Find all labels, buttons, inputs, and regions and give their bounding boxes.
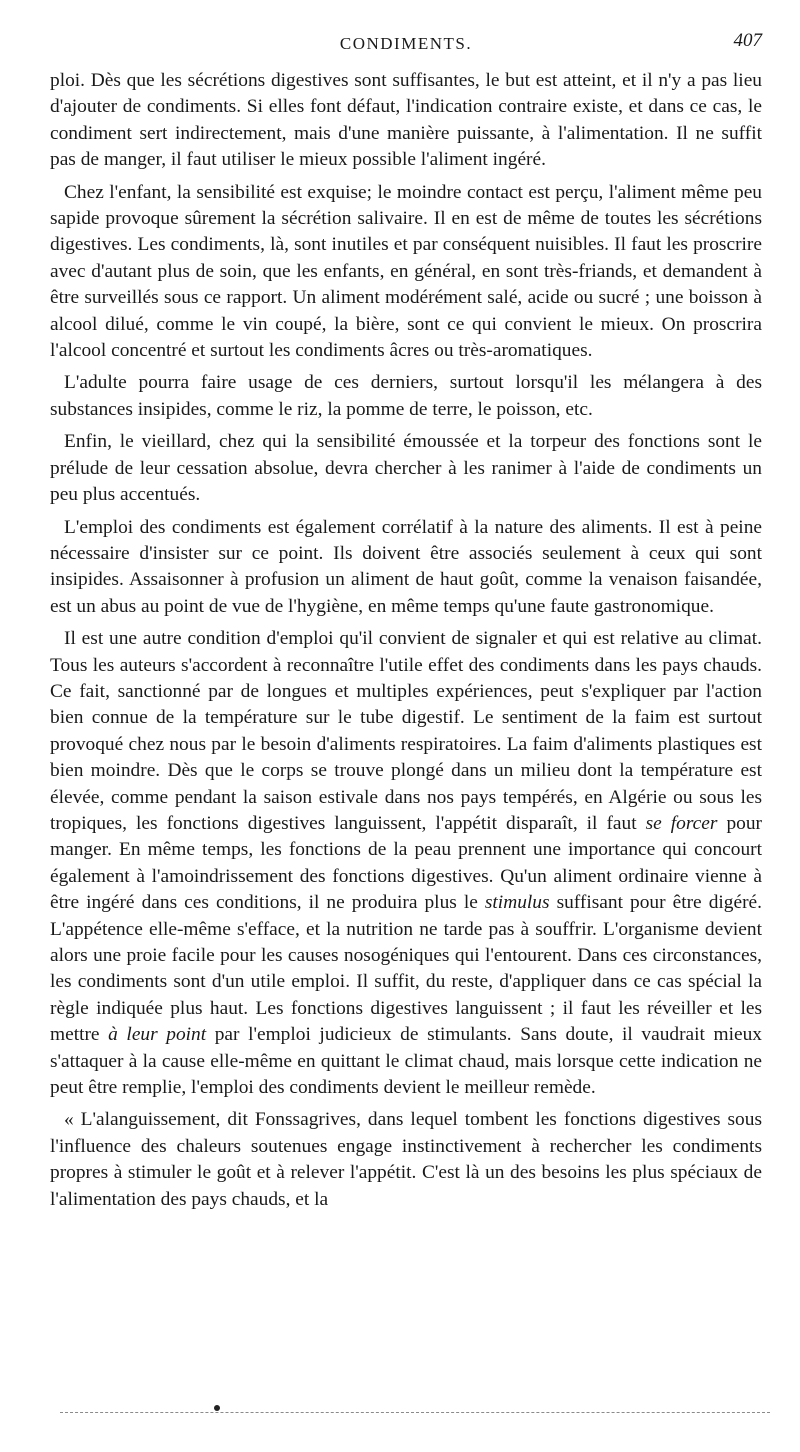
paragraph	[50, 68, 762, 174]
paragraph	[50, 429, 762, 508]
text-segment: Chez l'enfant, la sensibilité est exquise; le moindre contact est perçu, l'aliment même peu sapide provoque sûrement la sécrétion salivaire. Il en est de même de toutes les sécrétions digestives. Les condiments, là, sont inutiles et par conséquent nuisibles. Il faut les proscrire avec d'autant plus de soin, que les enfants, en général, en sont très-friands, et demandent à être surveillés sous ce rapport. Un aliment modérément salé, acide ou sucré ; une boisson à alcool dilué, comme le vin coupé, la bière, sont ce qui convient le mieux. On proscrira l'alcool concentré et surtout les condiments âcres ou très-aromatiques.	[50, 181, 762, 362]
footer-dot	[214, 1405, 220, 1411]
paragraph	[50, 370, 762, 423]
text-segment: suffisant pour être digéré. L'appétence elle-même s'efface, et la nutrition ne tarde pas à souffrir. L'organisme devient alors une proie facile pour les causes nosogéniques qui l'entourent. Dans ces circonstances, les condiments sont d'un utile emploi. Il suffit, du reste, d'appliquer dans ce cas spécial la règle indiquée plus haut. Les fonctions digestives languissent ; il faut les réveiller et les mettre	[50, 892, 762, 1046]
text-segment: Il est une autre condition d'emploi qu'il convient de signaler et qui est relative au climat. Tous les auteurs s'accordent à reconnaître l'utile effet des condiments dans les pays chauds. Ce fait, sanctionné par de longues et multiples expériences, peut s'expliquer par l'action bien connue de la température sur le tube digestif. Le sentiment de la faim est surtout provoqué chez nous par le besoin d'aliments respiratoires. La faim d'aliments plastiques est bien moindre. Dès que le corps se trouve plongé dans un milieu dont la température est élevée, comme pendant la saison estivale dans nos pays tempérés, en Algérie ou sous les tropiques, les fonctions digestives languissent, l'appétit disparaît, il faut	[50, 628, 762, 834]
paragraph	[50, 1107, 762, 1213]
text-segment: « L'alanguissement, dit Fonssagrives, dans lequel tombent les fonctions digestives sous l'influence des chaleurs soutenues engage instinctivement à rechercher les condiments propres à stimuler le goût et à relever l'appétit. C'est là un des besoins les plus spéciaux de l'alimentation des pays chauds, et la	[50, 1109, 762, 1210]
text-segment: L'emploi des condiments est également corrélatif à la nature des aliments. Il est à peine nécessaire d'insister sur ce point. Ils doivent être associés seulement à ceux qui sont insipides. Assaisonner à profusion un aliment de haut goût, comme la venaison faisandée, est un abus au point de vue de l'hygiène, en même temps qu'une faute gastronomique.	[50, 516, 762, 617]
footer-rule	[60, 1412, 770, 1413]
text-segment: Enfin, le vieillard, chez qui la sensibilité émoussée et la torpeur des fonctions sont le prélude de leur cessation absolue, devra chercher à les ranimer à l'aide de condiments un peu plus accentués.	[50, 431, 762, 506]
running-title: CONDIMENTS.	[339, 34, 473, 53]
text-segment: L'adulte pourra faire usage de ces derniers, surtout lorsqu'il les mélangera à des substances insipides, comme le riz, la pomme de terre, le poisson, etc.	[50, 372, 762, 420]
text-segment: pour manger. En même temps, les fonctions de la peau prennent une importance qui concourt également à l'amoindrissement des fonctions digestives. Qu'un aliment ordinaire vienne à être ingéré dans ces conditions, il ne produira plus le	[50, 812, 762, 914]
italic-text: stimulus	[484, 892, 550, 914]
paragraph	[50, 626, 762, 1101]
italic-text: à leur point	[108, 1024, 207, 1046]
page-number: 407	[733, 30, 762, 51]
paragraph	[50, 515, 762, 621]
body-text	[50, 68, 762, 1213]
paragraph	[50, 180, 762, 365]
text-segment: ploi. Dès que les sécrétions digestives sont suffisantes, le but est atteint, et il n'y a pas lieu d'ajouter de condiments. Si elles font défaut, l'indication contraire existe, et dans ce cas, le condiment sert indirectement, mais d'une manière puissante, à l'alimentation. Il ne suffit pas de manger, il faut utiliser le mieux possible l'aliment ingéré.	[50, 70, 762, 171]
running-header	[50, 30, 762, 58]
text-segment: par l'emploi judicieux de stimulants. Sans doute, il vaudrait mieux s'attaquer à la cause elle-même en quittant le climat chaud, mais lorsque cette indication ne peut être remplie, l'emploi des condiments devient le meilleur remède.	[50, 1024, 762, 1099]
italic-text: se forcer	[645, 812, 718, 834]
